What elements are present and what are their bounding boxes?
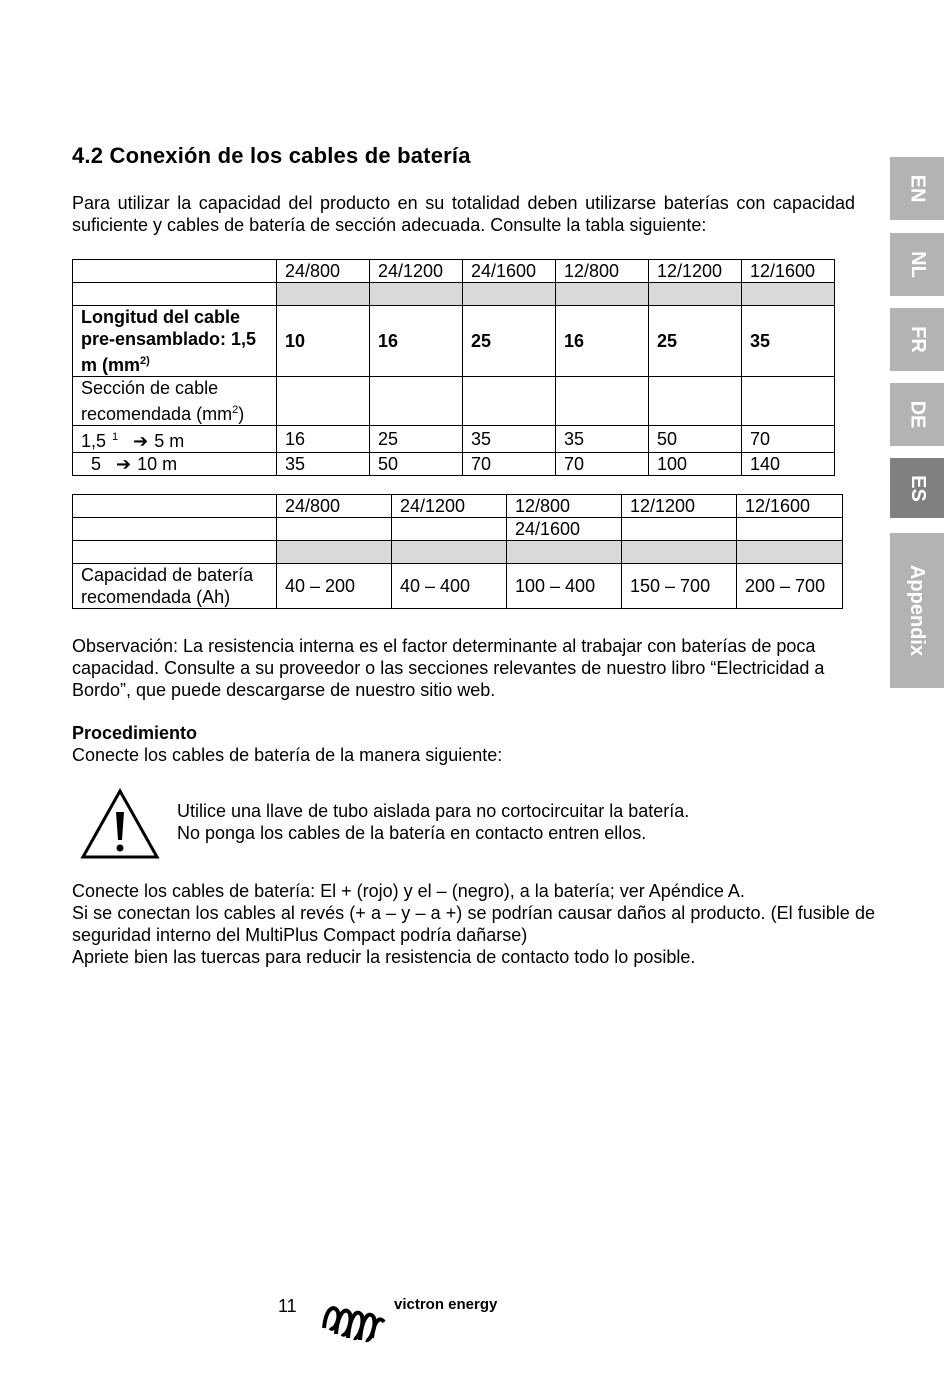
arrow-right-icon: ➔ [133,431,149,451]
warning-triangle-icon [80,788,160,860]
table-cell: 70 [556,453,649,476]
row-label: Sección de cable recomendada $(mm^2)$ [73,377,277,426]
row-label: Capacidad de batería recomendada (Ah) [73,564,277,609]
table-header-cell: 24/800 [277,260,370,283]
table-row [73,377,835,426]
table-cell: 40 – 200 [277,564,392,609]
step-2: Si se conectan los cables al revés (+ a – y – a +) se podrían causar daños al producto. (El fusible de seguridad interno del MultiPlus Compact podría dañarse) [72,903,875,945]
row-label: 1,5 $^1$ ➔ 5 m [73,426,277,453]
victron-logo-icon [320,1298,388,1344]
tab-es[interactable]: ES [890,458,944,518]
battery-capacity-table [72,494,843,609]
step-3: Apriete bien las tuercas para reducir la resistencia de contacto todo lo posible. [72,947,696,967]
table-cell: 16 [556,306,649,377]
table-spacer-row [73,541,843,564]
table-cell: 100 [649,453,742,476]
table-header-row [73,495,843,518]
observation-paragraph: Observación: La resistencia interna es el factor determinante al trabajar con baterías de poca capacidad. Consulte a su proveedor o las secciones relevantes de nuestro libro “Electricidad a Bordo”, que puede descargarse de nuestro sitio web. [72,636,825,700]
tab-nl[interactable]: NL [890,233,944,296]
table-header-cell: 24/800 [277,495,392,518]
table-header-cell: 24/1600 [507,518,622,541]
intro-paragraph: Para utilizar la capacidad del producto en su totalidad deben utilizarse baterías con capacidad suficiente y cables de batería de sección adecuada. Consulte la tabla siguiente: [72,193,855,235]
table-cell: 10 [277,306,370,377]
procedure-intro: Conecte los cables de batería de la manera siguiente: [72,745,503,765]
table-row [73,453,835,476]
table-header-cell: 24/1200 [370,260,463,283]
table-cell: 16 [370,306,463,377]
table-cell: 25 [370,426,463,453]
table-header-cell: 12/1200 [622,495,737,518]
table-cell: 25 [649,306,742,377]
table-cell: 50 [649,426,742,453]
table-cell: 40 – 400 [392,564,507,609]
tab-en[interactable]: EN [890,157,944,220]
table-cell: 35 [556,426,649,453]
row-label: Longitud del cable pre-ensamblado: 1,5 m ($mm^{2)}$ [73,306,277,377]
table-header-row [73,260,835,283]
table-cell: 200 – 700 [737,564,843,609]
tab-fr[interactable]: FR [890,308,944,371]
table-cell: 35 [742,306,835,377]
table-cell: 25 [463,306,556,377]
row-label: 5 ➔ 10 m [73,453,277,476]
brand-name: victron energy [394,1296,498,1313]
table-header-cell: 12/1600 [742,260,835,283]
tab-de[interactable]: DE [890,383,944,446]
table-cell: 100 – 400 [507,564,622,609]
table-cell: 35 [277,453,370,476]
arrow-right-icon: ➔ [116,454,132,474]
table-header-cell: 24/1200 [392,495,507,518]
table-cell: 70 [463,453,556,476]
table-row [73,306,835,377]
table-cell: 16 [277,426,370,453]
table-cell: 35 [463,426,556,453]
table-header-cell: 12/800 [507,495,622,518]
table-row [73,426,835,453]
table-header-row [73,518,843,541]
table-row [73,564,843,609]
step-1: Conecte los cables de batería: El + (rojo) y el – (negro), a la batería; ver Apéndice A. [72,881,745,901]
section-heading: 4.2 Conexión de los cables de batería [72,143,471,168]
steps-paragraph [72,880,875,968]
table-cell: 140 [742,453,835,476]
table-header-cell: 24/1600 [463,260,556,283]
table-spacer-row [73,283,835,306]
table-cell: 70 [742,426,835,453]
page-number: 11 [278,1296,297,1316]
procedure-title: Procedimiento [72,723,198,743]
warning-text: Utilice una llave de tubo aislada para no cortocircuitar la batería. No ponga los cables de la batería en contacto entren ellos. [177,801,690,843]
table-header-cell: 12/800 [556,260,649,283]
table-header-cell: 12/1600 [737,495,843,518]
tab-appendix[interactable]: Appendix [890,533,944,688]
table-cell: 50 [370,453,463,476]
table-cell: 150 – 700 [622,564,737,609]
cable-section-table [72,259,835,476]
table-header-cell: 12/1200 [649,260,742,283]
